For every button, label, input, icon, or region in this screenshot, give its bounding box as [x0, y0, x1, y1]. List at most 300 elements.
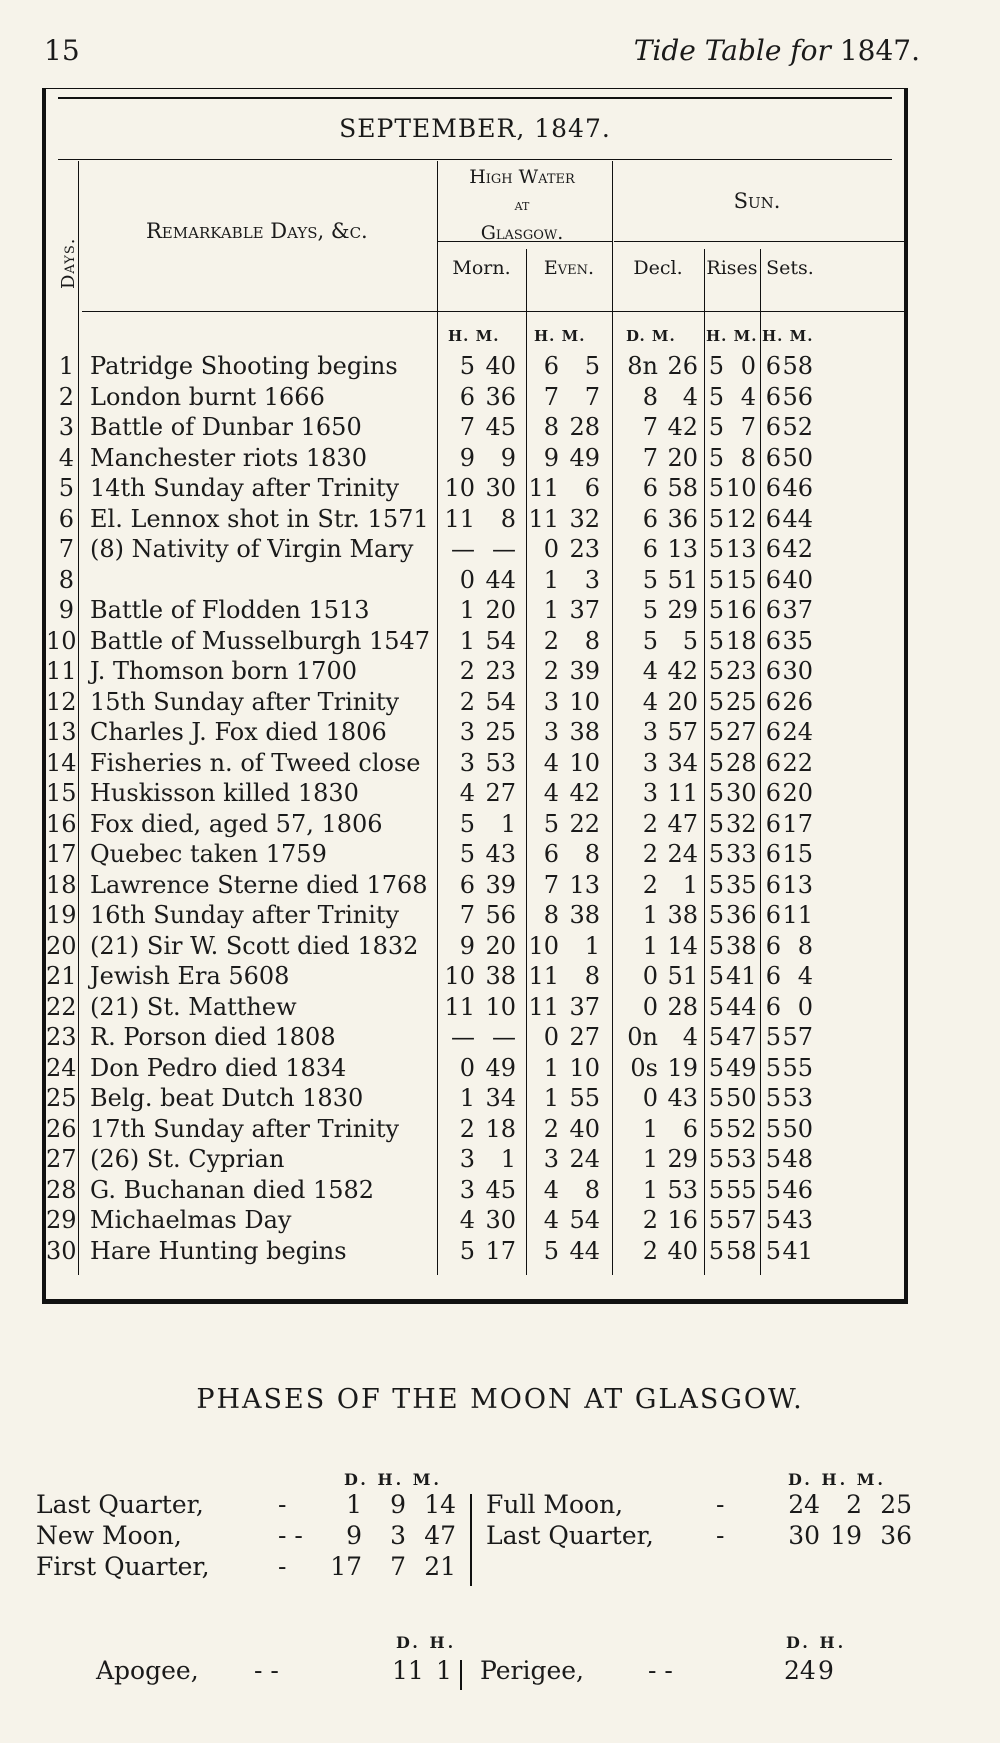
- decl-min: 4: [682, 1023, 698, 1051]
- remark-cell: London burnt 1666: [90, 382, 325, 411]
- phase-hour: 7: [390, 1552, 406, 1581]
- set-min: 40: [782, 565, 813, 594]
- set-hour: 6: [765, 962, 781, 990]
- decl-deg: 2: [642, 809, 658, 838]
- decl-deg: 6: [642, 535, 658, 563]
- set-min: 48: [782, 1145, 813, 1173]
- table-row: [46, 565, 904, 596]
- even-min: 7: [584, 382, 600, 411]
- set-hour: 5: [765, 1114, 781, 1143]
- set-min: 46: [782, 1175, 813, 1204]
- morn-min: 1: [500, 1145, 516, 1173]
- day-cell: 25: [46, 1084, 77, 1112]
- rise-hour: 5: [708, 565, 724, 594]
- table-row: [46, 626, 904, 657]
- set-min: 46: [782, 474, 813, 502]
- rise-hour: 5: [708, 962, 724, 990]
- decl-min: 20: [667, 443, 698, 472]
- decl-min: 29: [667, 596, 698, 624]
- decl-deg: 6: [642, 474, 658, 502]
- day-cell: 6: [58, 504, 74, 533]
- rise-hour: 5: [708, 1114, 724, 1143]
- even-hour: 9: [543, 443, 559, 472]
- even-min: 39: [569, 657, 600, 685]
- rise-min: 18: [726, 626, 757, 655]
- even-min: 40: [569, 1114, 600, 1143]
- morn-min: 20: [485, 931, 516, 960]
- set-min: 42: [782, 535, 813, 563]
- day-cell: 30: [46, 1236, 77, 1265]
- decl-min: 34: [667, 748, 698, 777]
- even-min: 54: [569, 1206, 600, 1234]
- morn-hour: 10: [444, 474, 475, 502]
- perigee-units-left: D. H.: [396, 1633, 457, 1652]
- phase-day: 24: [788, 1490, 820, 1519]
- rise-min: 25: [726, 687, 757, 716]
- rise-hour: 5: [708, 504, 724, 533]
- set-min: 11: [782, 901, 813, 929]
- decl-deg: 1: [642, 1175, 658, 1204]
- morn-hour: 5: [459, 840, 475, 868]
- even-hour: 6: [543, 840, 559, 868]
- set-hour: 6: [765, 535, 781, 563]
- day-cell: 7: [58, 535, 74, 563]
- day-cell: 4: [58, 443, 74, 472]
- even-min: 49: [569, 443, 600, 472]
- remark-cell: 14th Sunday after Trinity: [90, 474, 400, 502]
- table-row: [46, 504, 904, 535]
- even-hour: 2: [543, 626, 559, 655]
- set-hour: 6: [765, 596, 781, 624]
- remark-cell: 16th Sunday after Trinity: [90, 901, 400, 929]
- table-row: [46, 1175, 904, 1206]
- decl-min: 5: [682, 626, 698, 655]
- phases-units-left: D. H. M.: [344, 1470, 442, 1489]
- unit-morn: H. M.: [448, 327, 500, 345]
- even-hour: 4: [543, 779, 559, 807]
- decl-min: 19: [667, 1053, 698, 1082]
- rise-min: 0: [740, 352, 756, 380]
- rise-hour: 5: [708, 931, 724, 960]
- morn-min: 34: [485, 1084, 516, 1112]
- set-min: 26: [782, 687, 813, 716]
- day-cell: 28: [46, 1175, 77, 1204]
- morn-min: 43: [485, 840, 516, 868]
- set-min: 22: [782, 748, 813, 777]
- even-hour: 3: [543, 687, 559, 716]
- decl-deg: 8n: [627, 352, 658, 380]
- day-cell: 15: [46, 779, 77, 807]
- even-min: 10: [569, 687, 600, 716]
- morn-min: 54: [485, 687, 516, 716]
- even-hour: 5: [543, 809, 559, 838]
- rise-min: 55: [726, 1175, 757, 1204]
- rise-hour: 5: [708, 474, 724, 502]
- set-min: 53: [782, 1084, 813, 1112]
- even-min: 27: [569, 1023, 600, 1051]
- rise-min: 4: [740, 382, 756, 411]
- day-cell: 24: [46, 1053, 77, 1082]
- table-row: [46, 1205, 904, 1236]
- set-min: 58: [782, 352, 813, 380]
- apogee-dash: - -: [254, 1656, 279, 1685]
- rise-hour: 5: [708, 352, 724, 380]
- remark-cell: Battle of Dunbar 1650: [90, 413, 362, 441]
- table-row: [46, 351, 904, 382]
- even-min: 55: [569, 1084, 600, 1112]
- remark-cell: (21) St. Matthew: [90, 992, 297, 1021]
- even-min: 32: [569, 504, 600, 533]
- even-min: 8: [584, 962, 600, 990]
- unit-even: H. M.: [534, 327, 586, 345]
- day-cell: 3: [58, 413, 74, 441]
- table-row: [46, 931, 904, 962]
- morn-min: 36: [485, 382, 516, 411]
- rise-hour: 5: [708, 382, 724, 411]
- morn-min: 18: [485, 1114, 516, 1143]
- even-hour: 4: [543, 1175, 559, 1204]
- even-min: 42: [569, 779, 600, 807]
- rise-hour: 5: [708, 1145, 724, 1173]
- table-row: [46, 656, 904, 687]
- table-row: [46, 473, 904, 504]
- remark-cell: Huskisson killed 1830: [90, 779, 359, 807]
- remark-cell: El. Lennox shot in Str. 1571: [90, 504, 429, 533]
- day-cell: 18: [46, 870, 77, 899]
- even-hour: 0: [543, 535, 559, 563]
- rise-hour: 5: [708, 1206, 724, 1234]
- even-hour: 2: [543, 1114, 559, 1143]
- high-water-line3: Glasgow.: [480, 222, 564, 244]
- morn-min: 1: [500, 809, 516, 838]
- morn-hour: 11: [444, 992, 475, 1021]
- page-number: 15: [44, 34, 80, 67]
- set-min: 20: [782, 779, 813, 807]
- remark-cell: Manchester riots 1830: [90, 443, 367, 472]
- even-hour: 11: [528, 962, 559, 990]
- rise-min: 28: [726, 748, 757, 777]
- rises-header: Rises: [706, 257, 758, 279]
- morn-hour: 5: [459, 809, 475, 838]
- decl-min: 16: [667, 1206, 698, 1234]
- set-min: 55: [782, 1053, 813, 1082]
- even-min: 37: [569, 992, 600, 1021]
- rise-min: 41: [726, 962, 757, 990]
- table-row: [46, 839, 904, 870]
- rise-min: 52: [726, 1114, 757, 1143]
- unit-decl: D. M.: [626, 327, 676, 345]
- perigee-day: 24: [784, 1656, 816, 1685]
- decl-deg: 2: [642, 840, 658, 868]
- rise-min: 49: [726, 1053, 757, 1082]
- remark-cell: J. Thomson born 1700: [90, 657, 357, 685]
- rise-min: 57: [726, 1206, 757, 1234]
- morn-hour: 9: [459, 931, 475, 960]
- decl-min: 40: [667, 1236, 698, 1265]
- remark-cell: Fisheries n. of Tweed close: [90, 748, 421, 777]
- rise-hour: 5: [708, 901, 724, 929]
- decl-min: 42: [667, 657, 698, 685]
- remark-cell: R. Porson died 1808: [90, 1023, 336, 1051]
- decl-min: 42: [667, 413, 698, 441]
- decl-deg: 1: [642, 1114, 658, 1143]
- decl-deg: 4: [642, 687, 658, 716]
- table-row: [46, 595, 904, 626]
- morn-min: 8: [500, 504, 516, 533]
- remark-cell: G. Buchanan died 1582: [90, 1175, 375, 1204]
- rise-hour: 5: [708, 840, 724, 868]
- remark-cell: Battle of Musselburgh 1547: [90, 626, 431, 655]
- morn-hour: 1: [459, 596, 475, 624]
- set-min: 8: [797, 931, 813, 960]
- table-row: [46, 1114, 904, 1145]
- perigee-hour: 9: [818, 1656, 834, 1685]
- morn-min: 56: [485, 901, 516, 929]
- table-row: [46, 778, 904, 809]
- set-min: 41: [782, 1236, 813, 1265]
- table-row: [46, 1083, 904, 1114]
- remark-cell: Patridge Shooting begins: [90, 352, 398, 380]
- set-hour: 5: [765, 1175, 781, 1204]
- table-row: [46, 412, 904, 443]
- apogee-hour: 1: [436, 1656, 452, 1685]
- morn-min: 53: [485, 748, 516, 777]
- rise-hour: 5: [708, 535, 724, 563]
- even-min: 44: [569, 1236, 600, 1265]
- even-hour: 3: [543, 718, 559, 746]
- phases-title: PHASES OF THE MOON AT GLASGOW.: [196, 1384, 804, 1415]
- rise-hour: 5: [708, 992, 724, 1021]
- even-hour: 11: [528, 474, 559, 502]
- even-min: 10: [569, 748, 600, 777]
- decl-min: 26: [667, 352, 698, 380]
- decl-min: 36: [667, 504, 698, 533]
- decl-deg: 1: [642, 901, 658, 929]
- table-row: [46, 717, 904, 748]
- even-min: 28: [569, 413, 600, 441]
- table-row: [46, 900, 904, 931]
- morn-hour: 9: [459, 443, 475, 472]
- set-min: 0: [797, 992, 813, 1021]
- morn-hour: 2: [459, 1114, 475, 1143]
- rise-min: 35: [726, 870, 757, 899]
- set-hour: 5: [765, 1206, 781, 1234]
- morn-min: 45: [485, 1175, 516, 1204]
- morn-min: 10: [485, 992, 516, 1021]
- table-body: [46, 351, 904, 1266]
- morn-hour: 11: [444, 504, 475, 533]
- phase-hour: 19: [830, 1521, 862, 1550]
- morn-min: 20: [485, 596, 516, 624]
- days-header: Days.: [58, 237, 79, 289]
- table-row: [46, 687, 904, 718]
- even-min: 5: [584, 352, 600, 380]
- remark-cell: 15th Sunday after Trinity: [90, 687, 400, 716]
- phase-min: 21: [424, 1552, 456, 1581]
- rise-hour: 5: [708, 443, 724, 472]
- decl-min: 11: [667, 779, 698, 807]
- set-hour: 6: [765, 413, 781, 441]
- rise-hour: 5: [708, 718, 724, 746]
- morn-min: 23: [485, 657, 516, 685]
- even-min: 23: [569, 535, 600, 563]
- phase-hour: 3: [390, 1521, 406, 1550]
- decl-min: 13: [667, 535, 698, 563]
- set-min: 50: [782, 443, 813, 472]
- phase-label: First Quarter,: [36, 1552, 210, 1581]
- rise-min: 27: [726, 718, 757, 746]
- set-hour: 6: [765, 565, 781, 594]
- day-cell: 23: [46, 1023, 77, 1051]
- remark-cell: Fox died, aged 57, 1806: [90, 809, 383, 838]
- table-row: [46, 992, 904, 1023]
- rise-min: 15: [726, 565, 757, 594]
- rise-min: 32: [726, 809, 757, 838]
- decl-deg: 5: [642, 565, 658, 594]
- remark-cell: Quebec taken 1759: [90, 840, 327, 868]
- set-hour: 6: [765, 687, 781, 716]
- morn-hour: 6: [459, 382, 475, 411]
- morn-hour: 0: [459, 565, 475, 594]
- even-min: 10: [569, 1053, 600, 1082]
- rise-min: 8: [740, 443, 756, 472]
- day-cell: 5: [58, 474, 74, 502]
- decl-min: 47: [667, 809, 698, 838]
- morn-min: 39: [485, 870, 516, 899]
- decl-min: 51: [667, 962, 698, 990]
- even-hour: 10: [528, 931, 559, 960]
- morn-min: 27: [485, 779, 516, 807]
- table-row: [46, 1053, 904, 1084]
- set-min: 50: [782, 1114, 813, 1143]
- day-cell: 16: [46, 809, 77, 838]
- table-row: [46, 961, 904, 992]
- set-min: 52: [782, 413, 813, 441]
- remark-cell: Battle of Flodden 1513: [90, 596, 370, 624]
- morn-hour: 4: [459, 779, 475, 807]
- decl-min: 51: [667, 565, 698, 594]
- phase-dash: -: [716, 1521, 725, 1550]
- remark-cell: Don Pedro died 1834: [90, 1053, 347, 1082]
- morn-hour: 2: [459, 657, 475, 685]
- remark-cell: Belg. beat Dutch 1830: [90, 1084, 364, 1112]
- decl-deg: 7: [642, 413, 658, 441]
- morn-hour: 0: [459, 1053, 475, 1082]
- rise-min: 53: [726, 1145, 757, 1173]
- even-hour: 0: [543, 1023, 559, 1051]
- set-hour: 6: [765, 443, 781, 472]
- decl-min: 1: [682, 870, 698, 899]
- phase-day: 1: [346, 1490, 362, 1519]
- rise-min: 47: [726, 1023, 757, 1051]
- rise-hour: 5: [708, 596, 724, 624]
- set-min: 37: [782, 596, 813, 624]
- morn-min: 25: [485, 718, 516, 746]
- morn-min: 17: [485, 1236, 516, 1265]
- phases-units-right: D. H. M.: [788, 1470, 886, 1489]
- set-min: 17: [782, 809, 813, 838]
- even-min: 8: [584, 626, 600, 655]
- phase-label: New Moon,: [36, 1521, 182, 1550]
- header-rule: [82, 311, 904, 312]
- remark-cell: Lawrence Sterne died 1768: [90, 870, 428, 899]
- rise-min: 13: [726, 535, 757, 563]
- day-cell: 14: [46, 748, 77, 777]
- apogee-day: 11: [392, 1656, 424, 1685]
- remark-cell: (21) Sir W. Scott died 1832: [90, 931, 419, 960]
- even-min: 8: [584, 1175, 600, 1204]
- table-row: [46, 1144, 904, 1175]
- set-hour: 6: [765, 474, 781, 502]
- phase-hour: 2: [846, 1490, 862, 1519]
- set-hour: 6: [765, 718, 781, 746]
- decl-deg: 3: [642, 718, 658, 746]
- rise-min: 36: [726, 901, 757, 929]
- decl-deg: 6: [642, 504, 658, 533]
- decl-deg: 3: [642, 779, 658, 807]
- set-min: 57: [782, 1023, 813, 1051]
- decl-deg: 0: [642, 1084, 658, 1112]
- rise-min: 44: [726, 992, 757, 1021]
- even-hour: 2: [543, 657, 559, 685]
- set-hour: 6: [765, 901, 781, 929]
- set-hour: 6: [765, 748, 781, 777]
- rise-hour: 5: [708, 748, 724, 777]
- decl-deg: 1: [642, 931, 658, 960]
- even-hour: 1: [543, 1084, 559, 1112]
- set-hour: 6: [765, 840, 781, 868]
- rise-hour: 5: [708, 809, 724, 838]
- even-min: 38: [569, 901, 600, 929]
- day-cell: 26: [46, 1114, 77, 1143]
- remark-cell: Hare Hunting begins: [90, 1236, 347, 1265]
- decl-deg: 3: [642, 748, 658, 777]
- even-hour: 4: [543, 748, 559, 777]
- phase-label: Full Moon,: [486, 1490, 624, 1519]
- morn-hour: 1: [459, 1084, 475, 1112]
- decl-min: 29: [667, 1145, 698, 1173]
- month-title: SEPTEMBER, 1847.: [58, 97, 892, 160]
- remark-cell: (8) Nativity of Virgin Mary: [90, 535, 414, 563]
- morn-min: 38: [485, 962, 516, 990]
- header-rule: [614, 241, 904, 242]
- even-hour: 3: [543, 1145, 559, 1173]
- even-min: 38: [569, 718, 600, 746]
- rise-hour: 5: [708, 657, 724, 685]
- morn-min: 40: [485, 352, 516, 380]
- even-min: 37: [569, 596, 600, 624]
- rise-hour: 5: [708, 1053, 724, 1082]
- morn-hour: —: [451, 1023, 475, 1051]
- decl-min: 58: [667, 474, 698, 502]
- phase-dash: - -: [278, 1521, 303, 1550]
- remark-cell: 17th Sunday after Trinity: [90, 1114, 400, 1143]
- even-header: Even.: [543, 257, 595, 279]
- morn-hour: 7: [459, 901, 475, 929]
- day-cell: 20: [46, 931, 77, 960]
- even-hour: 4: [543, 1206, 559, 1234]
- day-cell: 12: [46, 687, 77, 716]
- even-min: 13: [569, 870, 600, 899]
- table-row: [46, 534, 904, 565]
- phase-day: 30: [788, 1521, 820, 1550]
- set-hour: 6: [765, 931, 781, 960]
- decl-min: 14: [667, 931, 698, 960]
- even-min: 1: [584, 931, 600, 960]
- table-row: [46, 382, 904, 413]
- decl-header: Decl.: [633, 257, 683, 279]
- set-hour: 5: [765, 1053, 781, 1082]
